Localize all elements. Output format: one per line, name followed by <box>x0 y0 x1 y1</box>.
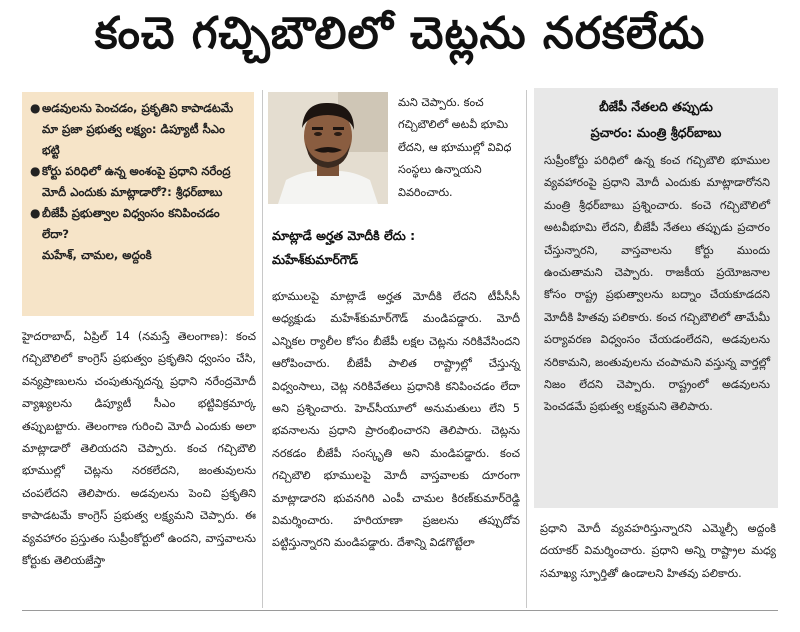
article-text: సుప్రీంకోర్టు పరిధిలో ఉన్న కంచ గచ్చిబౌలి భూముల వ్యవహారంపై ప్రధాని మోదీ ఎందుకు మాట్లాడారోనని మంత్రి శ్రీధర్‌బాబు ప్రశ్నించారు. కంచె గచ్చిబౌలిలో అటవీభూమి లేదని, బీజేపీ నేతలు తప్పుడు ప్రచారం చేస్తున్నారని, వాస్తవాలను కోర్టు ముందు ఉంచుతామని చెప్పారు. రాజకీయ ప్రయోజనాల కోసం రాష్ట్ర ప్రభుత్వాలను బద్నాం చేయకూడదని మోదీకి హితవు పలికారు. కంచ గచ్చిబౌలిలో తామేమీ పర్యావరణ విధ్వంసం చేయడంలేదని, అడవులను నరికామని, జంతువులను చంపామని వస్తున్న వార్తల్లో నిజం లేదని చెప్పారు. రాష్ట్రంలో అడవులను పెంచడమే ప్రభుత్వ లక్ష్యమని తెలిపారు. <box>544 154 770 414</box>
bullet-icon: ● <box>30 101 41 115</box>
side-heading-line: బీజేపీ నేతలది తప్పుడు <box>599 99 713 114</box>
highlight-attribution: మహేశ్, చామల, అద్దంకి <box>42 248 152 262</box>
side-story-text <box>544 150 770 419</box>
side-story-heading <box>534 94 778 146</box>
person-photo <box>268 92 388 204</box>
article-text: హైదరాబాద్, ఏప్రిల్ 14 (నమస్తే తెలంగాణ): కంచ గచ్చిబౌలిలో కాంగ్రెస్ ప్రభుత్వం ప్రకృతిని ధ్వంసం చేసి, వన్యప్రాణులను చంపుతున్నదన్న ప్రధాని నరేంద్రమోదీ వ్యాఖ్యలను డిప్యూటీ సీఎం భట్టివిక్రమార్క తప్పుబట్టారు. తెలంగాణ గురించి మోదీ ఎందుకు అలా మాట్లాడారో తెలియదని చెప్పారు. కంచ గచ్చిబౌలి భూముల్లో చెట్లను నరకలేదని, జంతువులను చంపలేదని తెలిపారు. అడవులను పెంచి ప్రకృతిని కాపాడటమే కాంగ్రెస్ ప్రభుత్వ లక్ష్యమని చెప్పారు. ఈ వ్యవహారం ప్రస్తుతం సుప్రీంకోర్టులో ఉందని, వాస్తవాలను కోర్టుకు తెలియజేస్తా <box>22 330 256 568</box>
highlight-text: బీజేపీ ప్రభుత్వాల విధ్వంసం కనిపించడం లేదా? <box>42 206 220 241</box>
column-divider <box>262 90 263 608</box>
highlight-text: అడవులను పెంచడం, ప్రకృతిని కాపాడటమే మా ప్రజా ప్రభుత్వ లక్ష్యం: డిప్యూటీ సీఎం భట్టి <box>42 101 234 157</box>
article-text: ప్రధాని మోదీ వ్యవహరిస్తున్నారని ఎమ్మెల్సీ అద్దంకి దయాకర్ విమర్శించారు. ప్రధాని అన్ని రాష్ట్రాల మధ్య సమాఖ్య స్ఫూర్తితో ఉండాలని హితవు పలికారు. <box>540 522 776 580</box>
sub-heading-line: మహేశ్‌కుమార్‌గౌడ్ <box>272 252 359 267</box>
portrait-image <box>268 92 388 204</box>
highlights-box <box>22 92 254 316</box>
bullet-icon: ● <box>30 164 41 178</box>
bullet-icon: ● <box>30 206 41 220</box>
article-column-1 <box>22 326 256 572</box>
column-divider <box>526 90 527 608</box>
article-column-2-top <box>398 92 516 204</box>
highlight-item <box>30 98 246 161</box>
article-text: భూములపై మాట్లాడే అర్హత మోదీకి లేదని టీపీసీసీ అధ్యక్షుడు మహేశ్‌కుమార్‌గౌడ్ మండిపడ్డారు. మోదీ ఎన్నికల ర్యాలీల కోసం బీజేపీ లక్షల చెట్లను నరికివేసిందని ఆరోపించారు. బీజేపీ పాలిత రాష్ట్రాల్లో చేస్తున్న విధ్వంసాలు, చెట్ల నరికివేతలు ప్రధానికి కనిపించడం లేదా అని ప్రశ్నించారు. హెచ్‌సీయూలో అనుమతులు లేని 5 భవనాలను ప్రధాని ప్రారంభించారని తెలిపారు. చెట్లను నరకడం బీజేపీ సంస్కృతి అని మండిపడ్డారు. కంచ గచ్చిబౌలి భూములపై మోదీ వాస్తవాలకు దూరంగా మాట్లాడారని భువనగిరి ఎంపీ చామల కిరణ్‌కుమార్‌రెడ్డి విమర్శించారు. హరియాణా ప్రజలను తప్పుదోవ పట్టిస్తున్నారని మండిపడ్డారు. దేశాన్ని విడగొట్టేలా <box>272 290 520 550</box>
sub-heading <box>272 224 516 272</box>
side-heading-line: ప్రచారం: మంత్రి శ్రీధర్‌బాబు <box>590 125 722 140</box>
bottom-divider <box>22 610 778 611</box>
headline: కంచె గచ్చిబౌలిలో చెట్లను నరకలేదు <box>94 8 706 59</box>
article-text: మని చెప్పారు. కంచ గచ్చిబౌలిలో అటవీ భూమి లేదని, ఆ భూముల్లో వివిధ సంస్థలు ఉన్నాయని వివరించారు. <box>398 96 512 199</box>
highlight-item <box>30 161 246 203</box>
sub-heading-line: మాట్లాడే అర్హత మోదీకి లేదు : <box>272 228 416 243</box>
highlight-text: కోర్టు పరిధిలో ఉన్న అంశంపై ప్రధాని నరేంద్ర మోదీ ఎందుకు మాట్లాడారో?: శ్రీధర్‌బాబు <box>42 164 231 199</box>
article-column-2 <box>272 286 520 555</box>
highlight-item <box>30 203 246 245</box>
article-column-3 <box>540 518 776 585</box>
